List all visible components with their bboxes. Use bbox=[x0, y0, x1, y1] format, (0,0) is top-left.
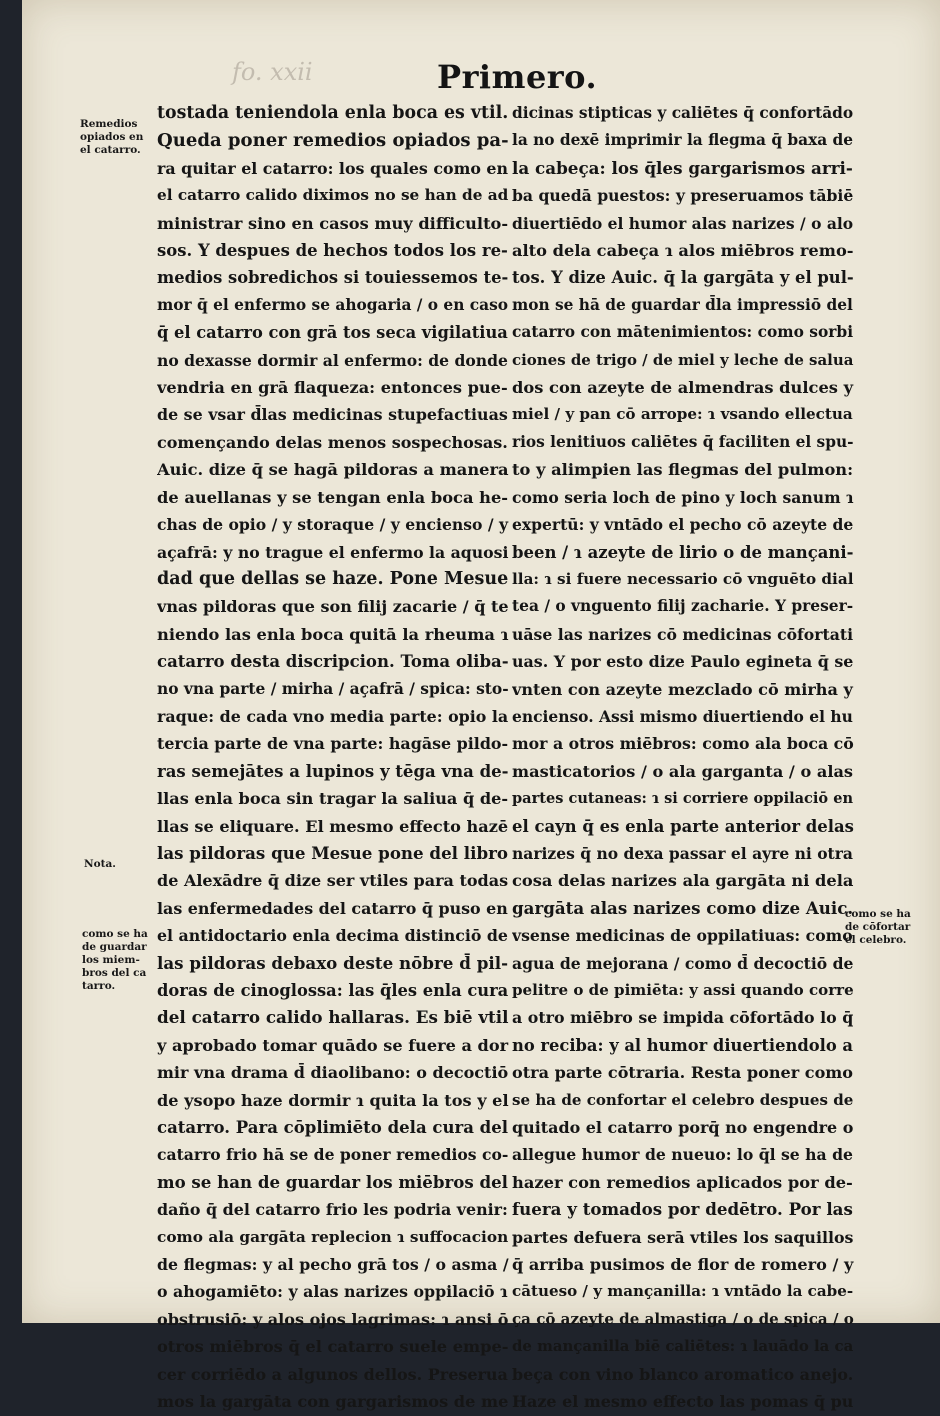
text-line: a otro miēbro se impida cōfortādo lo q̄ bbox=[512, 1008, 854, 1028]
text-line: como ala gargāta replecion ɿ suffocacion bbox=[157, 1227, 509, 1246]
text-line: cer corriēdo a algunos dellos. Preserua bbox=[157, 1364, 508, 1384]
text-line: de se vsar d̄las medicinas stupefactiuas bbox=[157, 405, 508, 425]
text-line: hazer con remedios aplicados por de- bbox=[512, 1172, 853, 1192]
text-line: expertū: y vntādo el pecho cō azeyte de bbox=[512, 515, 854, 535]
text-line: de flegmas: y al pecho grā tos / o asma / bbox=[157, 1255, 509, 1275]
text-line: catarro desta discripcion. Toma oliba- bbox=[157, 651, 509, 672]
text-line: dicinas stipticas y caliētes q̄ confortādo bbox=[512, 104, 854, 122]
text-line: ciones de trigo / de miel y leche de salua bbox=[512, 350, 854, 369]
text-line: mo se han de guardar los miēbros del bbox=[157, 1171, 508, 1192]
book-page bbox=[22, 0, 940, 1412]
text-line: el antidoctario enla decima distinciō de bbox=[157, 926, 508, 946]
text-line: doras de cinoglossa: las q̄les enla cura bbox=[157, 981, 509, 1000]
text-line: no vna parte / mirha / açafrā / spica: sto- bbox=[157, 679, 509, 698]
text-line: q̄ el catarro con grā tos seca vigilatiua bbox=[157, 323, 508, 343]
text-line: el catarro calido diximos no se han de ad bbox=[157, 186, 509, 205]
text-line: miel / y pan cō arrope: ɿ vsando ellectua bbox=[512, 405, 853, 424]
margin-note-nota: Nota. bbox=[84, 858, 116, 870]
text-line: been / ɿ azeyte de lirio o de mançani- bbox=[512, 542, 854, 562]
text-line: ministrar sino en casos muy difficulto- bbox=[157, 213, 509, 233]
page-title: Primero. bbox=[437, 58, 598, 96]
text-line: mos la gargāta con gargarismos de me bbox=[157, 1392, 509, 1412]
text-line: diuertiēdo el humor alas narizes / o alo bbox=[512, 213, 854, 233]
text-line: se ha de confortar el celebro despues de bbox=[512, 1090, 854, 1109]
text-line: Queda poner remedios opiados pa- bbox=[157, 130, 509, 152]
text-line: dos con azeyte de almendras dulces y bbox=[512, 378, 854, 398]
text-line: rios lenitiuos caliētes q̄ faciliten el spu- bbox=[512, 432, 854, 451]
text-line: niendo las enla boca quitā la rheuma ɿ bbox=[157, 624, 509, 644]
margin-note-remedios: Remedios opiados en el catarro. bbox=[80, 118, 144, 156]
text-line: masticatorios / o ala garganta / o alas bbox=[512, 761, 854, 781]
text-line: la cabeça: los q̄les gargarismos arri- bbox=[512, 157, 853, 178]
text-line: de auellanas y se tengan enla boca he- bbox=[157, 487, 509, 507]
margin-note-confortar: como se ha de cōfortar el celebro. bbox=[845, 908, 911, 946]
text-line: beça con vino blanco aromatico anejo. bbox=[512, 1364, 854, 1384]
text-line: y aprobado tomar quādo se fuere a dor bbox=[157, 1035, 509, 1055]
text-line: ras semejātes a lupinos y tēga vna de- bbox=[157, 760, 509, 781]
text-line: catarro frio hā se de poner remedios co- bbox=[157, 1145, 509, 1165]
text-line: uāse las narizes cō medicinas cōfortati bbox=[512, 624, 854, 644]
folio-number: fo. xxii bbox=[232, 58, 313, 86]
text-line: narizes q̄ no dexa passar el ayre ni otra bbox=[512, 843, 853, 863]
text-line: fuera y tomados por dedētro. Por las bbox=[512, 1199, 853, 1220]
text-line: vnas pildoras que son filij zacarie / q̄ te bbox=[157, 597, 509, 617]
text-line: uas. Y por esto dize Paulo egineta q̄ se bbox=[512, 652, 854, 672]
text-line: sos. Y despues de hechos todos los re- bbox=[157, 241, 508, 261]
left-text-column bbox=[157, 100, 512, 1416]
text-line: partes defuera serā vtiles los saquillos bbox=[512, 1227, 854, 1247]
text-line: no dexasse dormir al enfermo: de donde bbox=[157, 350, 508, 370]
text-line: tos. Y dize Auic. q̄ la gargāta y el pul- bbox=[512, 268, 854, 288]
text-line: partes cutaneas: ɿ si corriere oppilaciō en bbox=[512, 790, 854, 808]
text-line: cosa delas narizes ala gargāta ni dela bbox=[512, 871, 854, 891]
text-line: catarro con mātenimientos: como sorbi bbox=[512, 323, 854, 342]
text-line: vsense medicinas de oppilatiuas: como bbox=[512, 926, 853, 946]
text-line: vnten con azeyte mezclado cō mirha y bbox=[512, 679, 853, 699]
text-line: alto dela cabeça ɿ alos miēbros remo- bbox=[512, 241, 854, 261]
margin-note-guardar: como se ha de guardar los miem- bros del ca tarro. bbox=[82, 928, 148, 992]
text-line: dad que dellas se haze. Pone Mesue bbox=[157, 568, 509, 589]
text-line: mon se hā de guardar d̄la impressiō del bbox=[512, 295, 853, 314]
right-text-column bbox=[512, 100, 857, 1416]
text-line: las pildoras que Mesue pone del libro bbox=[157, 842, 508, 863]
text-line: de ysopo haze dormir ɿ quita la tos y el bbox=[157, 1090, 509, 1110]
text-line: otros miēbros q̄ el catarro suele empe- bbox=[157, 1337, 509, 1357]
text-line: ra quitar el catarro: los quales como en bbox=[157, 158, 509, 178]
text-line: mor q̄ el enfermo se ahogaria / o en caso bbox=[157, 295, 509, 314]
text-line: mor a otros miēbros: como ala boca cō bbox=[512, 734, 854, 754]
text-line: otra parte cōtraria. Resta poner como bbox=[512, 1063, 853, 1083]
text-line: començando delas menos sospechosas. bbox=[157, 432, 508, 452]
text-line: pelitre o de pimiēta: y assi quando corre bbox=[512, 981, 854, 999]
text-line: como seria loch de pino y loch sanum ɿ bbox=[512, 487, 854, 507]
text-line: tostada teniendola enla boca es vtil. bbox=[157, 103, 509, 123]
text-line: obstrusiō: y alos ojos lagrimas: ɿ ansi ō bbox=[157, 1309, 509, 1329]
text-line: llas enla boca sin tragar la saliua q̄ de- bbox=[157, 789, 509, 809]
text-line: el cayn q̄ es enla parte anterior delas bbox=[512, 816, 854, 836]
text-line: o ahogamiēto: y alas narizes oppilaciō ɿ bbox=[157, 1282, 508, 1302]
text-line: medios sobredichos si touiessemos te- bbox=[157, 268, 509, 288]
text-line: açafrā: y no trague el enfermo la aquosi bbox=[157, 542, 509, 562]
text-line: q̄ arriba pusimos de flor de romero / y bbox=[512, 1255, 854, 1275]
text-line: las enfermedades del catarro q̄ puso en bbox=[157, 898, 508, 918]
text-line: ça cō azeyte de almastiga / o de spica / o bbox=[512, 1309, 854, 1328]
text-line: tea / o vnguento filij zacharie. Y preser- bbox=[512, 597, 854, 616]
text-line: tercia parte de vna parte: hagāse pildo- bbox=[157, 734, 509, 754]
text-line: llas se eliquare. El mesmo effecto hazē bbox=[157, 816, 509, 836]
text-line: encienso. Assi mismo diuertiendo el hu bbox=[512, 706, 853, 726]
text-line: no reciba: y al humor diuertiendolo a bbox=[512, 1035, 853, 1055]
text-line: Haze el mesmo effecto las pomas q̄ pu bbox=[512, 1392, 854, 1412]
text-line: del catarro calido hallaras. Es biē vtil bbox=[157, 1007, 509, 1028]
text-line: agua de mejorana / como d̄ decoctiō de bbox=[512, 953, 854, 973]
text-line: ba quedā puestos: y preseruamos tābiē bbox=[512, 186, 854, 206]
text-line: la no dexē imprimir la flegma q̄ baxa de bbox=[512, 131, 854, 150]
text-line: to y alimpien las flegmas del pulmon: bbox=[512, 460, 854, 480]
text-line: lla: ɿ si fuere necessario cō vnguēto dial bbox=[512, 569, 854, 588]
text-line: de Alexādre q̄ dize ser vtiles para todas bbox=[157, 871, 509, 891]
text-line: Auic. dize q̄ se hagā pildoras a manera bbox=[157, 460, 509, 480]
text-line: raque: de cada vno media parte: opio la bbox=[157, 706, 509, 726]
text-line: vendria en grā flaqueza: entonces pue- bbox=[157, 378, 508, 398]
text-line: mir vna drama d̄ diaolibano: o decoctiō bbox=[157, 1063, 509, 1083]
text-line: las pildoras debaxo deste nōbre d̄ pil- bbox=[157, 952, 509, 973]
text-line: chas de opio / y storaque / y encienso / y bbox=[157, 515, 509, 535]
text-line: catarro. Para cōplimiēto dela cura del bbox=[157, 1117, 509, 1138]
text-line: quitado el catarro porq̄ no engendre o bbox=[512, 1118, 854, 1138]
text-line: daño q̄ del catarro frio les podria venir: bbox=[157, 1200, 508, 1220]
text-line: de mançanilla biē caliētes: ɿ lauādo la ca bbox=[512, 1337, 854, 1356]
text-line: cātueso / y mançanilla: ɿ vntādo la cabe- bbox=[512, 1282, 854, 1301]
text-line: gargāta alas narizes como dize Auic. bbox=[512, 897, 854, 918]
text-line: allegue humor de nueuo: lo q̄l se ha de bbox=[512, 1145, 853, 1165]
